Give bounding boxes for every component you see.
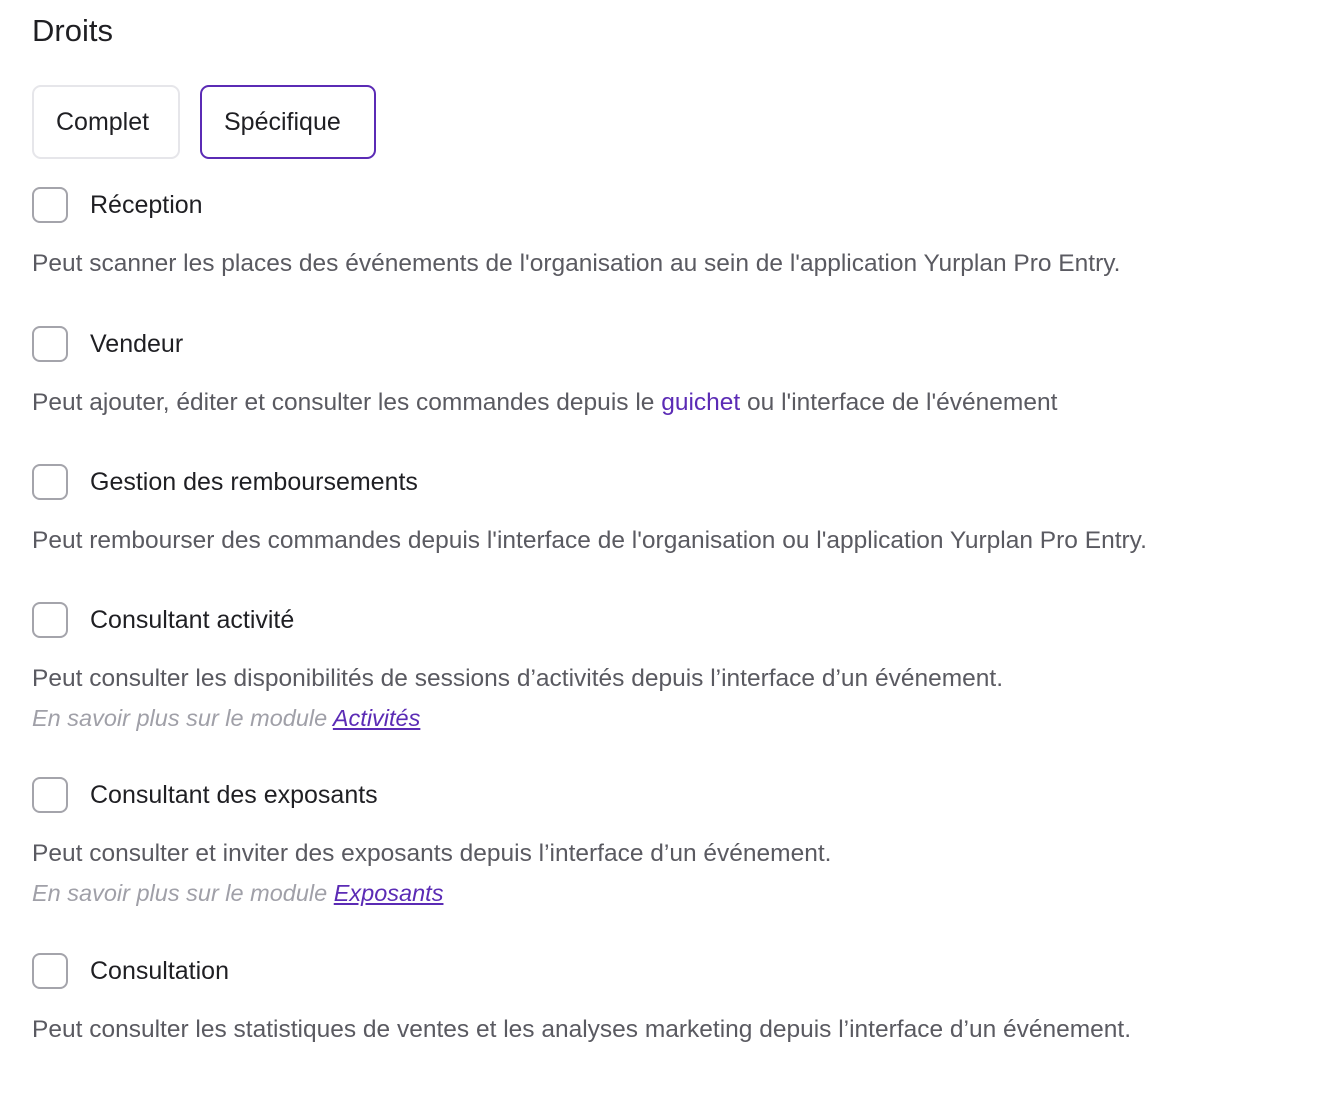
permission-header xyxy=(32,953,1322,989)
description-text: ou l'interface de l'événement xyxy=(740,389,1058,416)
permission-label[interactable]: Gestion des remboursements xyxy=(90,468,418,496)
permission-header xyxy=(32,602,1322,638)
permission-consultation xyxy=(32,953,1322,1043)
permission-label[interactable]: Réception xyxy=(90,191,203,219)
description-text: Peut ajouter, éditer et consulter les commandes depuis le xyxy=(32,389,662,416)
consultation-checkbox[interactable] xyxy=(32,953,68,989)
permission-description: Peut rembourser des commandes depuis l'interface de l'organisation ou l'application Yurplan Pro Entry. xyxy=(32,527,1147,554)
permission-header xyxy=(32,326,1322,362)
permission-header xyxy=(32,777,1322,813)
permission-description: Peut consulter les statistiques de ventes et les analyses marketing depuis l’interface d’un événement. xyxy=(32,1016,1132,1043)
section-title: Droits xyxy=(32,13,113,48)
permission-description: Peut scanner les places des événements de l'organisation au sein de l'application Yurplan Pro Entry. xyxy=(32,250,1121,277)
permission-description xyxy=(32,388,1057,418)
permission-header xyxy=(32,187,1322,223)
consultant-exposants-checkbox[interactable] xyxy=(32,777,68,813)
permission-consultant-exposants xyxy=(32,777,1322,906)
rights-mode-selector xyxy=(32,85,376,159)
exposants-module-link[interactable]: Exposants xyxy=(333,880,444,906)
permission-vendeur xyxy=(32,326,1322,416)
guichet-link[interactable]: guichet xyxy=(661,389,741,416)
learn-more-text xyxy=(32,703,420,733)
permission-description: Peut consulter les disponibilités de sessions d’activités depuis l’interface d’un événement. xyxy=(32,665,1004,692)
mode-complet-button[interactable]: Complet xyxy=(32,85,180,159)
permission-description: Peut consulter et inviter des exposants depuis l’interface d’un événement. xyxy=(32,840,832,867)
reception-checkbox[interactable] xyxy=(32,187,68,223)
permission-label[interactable]: Vendeur xyxy=(90,330,184,358)
permission-reception xyxy=(32,187,1322,277)
permission-consultant-activite xyxy=(32,602,1322,731)
permission-label[interactable]: Consultant activité xyxy=(90,606,295,634)
remboursements-checkbox[interactable] xyxy=(32,464,68,500)
permission-header xyxy=(32,464,1322,500)
permission-remboursements xyxy=(32,464,1322,554)
learn-more-prefix: En savoir plus sur le module xyxy=(32,705,333,731)
vendeur-checkbox[interactable] xyxy=(32,326,68,362)
activites-module-link[interactable]: Activités xyxy=(332,705,421,731)
consultant-activite-checkbox[interactable] xyxy=(32,602,68,638)
permission-label[interactable]: Consultant des exposants xyxy=(90,781,378,809)
permission-label[interactable]: Consultation xyxy=(90,957,229,985)
mode-specifique-button[interactable]: Spécifique xyxy=(200,85,376,159)
learn-more-prefix: En savoir plus sur le module xyxy=(32,880,334,906)
learn-more-text xyxy=(32,878,443,908)
